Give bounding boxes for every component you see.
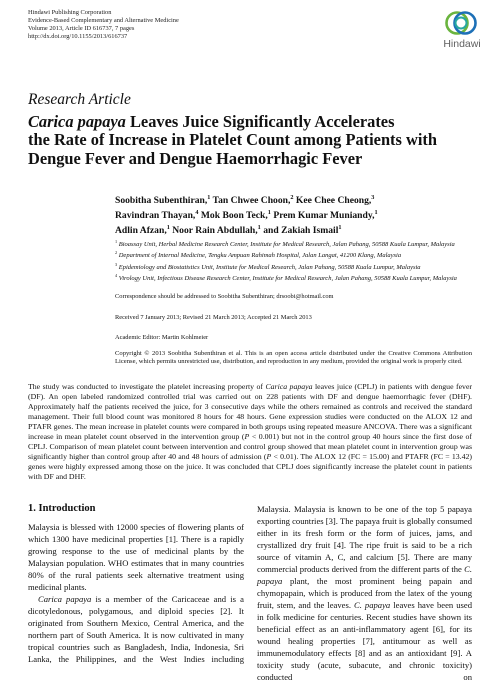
author xyxy=(115,210,198,221)
body-column-left xyxy=(28,521,244,665)
journal-header xyxy=(28,9,179,41)
affiliation xyxy=(115,239,457,251)
author-name: Ravindran Thayan, xyxy=(115,209,196,221)
text-run: leaves have been used in folk medicine for centuries. Recent studies have shown its beneficial effect as an anti-inflammatory agent [6], for its wound healing properties [7], antitumour as well as immunemodulatory effects [8] and as an antioxidant [9]. A toxicity study (acute, subacute, and chronic toxicity) conducted on xyxy=(257,600,473,682)
author-name: Prem Kumar Muniandy, xyxy=(273,209,375,221)
author xyxy=(296,195,375,206)
author-line xyxy=(115,193,378,208)
text-run: plant, the most prominent being papain and chymopapain, which is produced from the latex of the young fruit, stem, and the leaves. xyxy=(257,576,472,610)
section-heading-introduction: 1. Introduction xyxy=(28,503,96,514)
text-run: leaves juice (CPLJ) in patients with dengue fever (DF). An open labeled randomized controlled trial was carried out on 228 patients with DF and dengue haemorrhagic fever (DHF). Approximately half the patients received the juice, for 3 consecutive days while the others remained as controls and received the standard management. Their full blood count was monitored 8 hours for 48 hours. Gene expression studies were conducted on the ALOX 12 and PTAFR genes. The mean increase in platelet counts were compared in both groups using repeated measure ANCOVA. There was a significant increase in mean platelet count observed in the intervention group ( xyxy=(28,382,473,441)
logo-ring-teal-icon xyxy=(456,18,467,29)
author xyxy=(273,210,377,221)
paper-title xyxy=(28,113,437,169)
author xyxy=(213,195,294,206)
text-run: Malaysia. Malaysia is known to be one of the top 5 papaya exporting countries [3]. The papaya fruit is globally consumed either in its fresh form or the form of juices, jams, and crystallized dry fruit [4]. The ripe fruit is said to be a rich source of vitamin A, C, and calcium [5]. There are many commercial products derived from the different parts of the xyxy=(257,504,472,574)
text-run: is a member of the Caricaceae and is a dicotyledonous, polygamous, and diploid species [2]. It originated from Southern Mexico, Central America, and the northern part of South America. It is now cultivated in many tropical countries such as Bangladesh, India, Indonesia, Sri Lanka, the Philippines, and the West Indies including xyxy=(28,594,244,664)
text-run: < 0.01). The ALOX 12 (FC = 15.00) and PTAFR (FC = 13.42) genes were highly expressed among those on the juice. It was concluded that CPLJ does significantly increase the platelet count in patients with DF and DHF. xyxy=(28,452,473,481)
text-run: Dengue Fever and Dengue Haemorrhagic Fever xyxy=(28,148,363,168)
hindawi-logo-icon xyxy=(444,8,478,38)
affiliation-text: Bioassay Unit, Herbal Medicine Research Center, Institute for Medical Research, Jalan Pahang, 50588 Kuala Lumpur, Malaysia xyxy=(118,240,455,248)
affiliation-marker: 1 xyxy=(267,208,271,216)
author-name: Mok Boon Teck, xyxy=(200,209,268,221)
body-column-right xyxy=(257,503,472,683)
author xyxy=(201,210,271,221)
affiliation xyxy=(115,273,457,285)
affiliation-number: 2 xyxy=(115,249,118,255)
abstract xyxy=(28,382,472,482)
affiliation-list xyxy=(115,239,457,285)
title-line xyxy=(28,131,437,150)
text-run: The study was conducted to investigate the platelet increasing property of xyxy=(28,382,266,391)
body-paragraph xyxy=(257,503,472,683)
affiliation-text: Epidemiology and Biostatistics Unit, Institute for Medical Research, Jalan Pahang, 50588 Kuala Lumpur, Malaysia xyxy=(118,263,421,271)
affiliation-marker: 4 xyxy=(195,208,199,216)
author-name: Adlin Afzan, xyxy=(115,224,167,236)
article-type: Research Article xyxy=(28,91,131,108)
author-name: Soobitha Subenthiran, xyxy=(115,194,208,206)
text-run: < 0.001) but not in the control group 40 hours since the first dose of CPLJ. Comparison of mean platelet count between intervention and control group showed that mean platelet count in intervention group was significantly higher than control group after 40 and 48 hours of admission ( xyxy=(28,432,472,461)
italic-text: Carica papaya xyxy=(28,111,126,131)
volume-info: Volume 2013, Article ID 616737, 7 pages xyxy=(28,25,135,32)
affiliation-marker: 1 xyxy=(257,223,261,231)
affiliation-marker: 1 xyxy=(374,208,378,216)
author-name: Noor Rain Abdullah, xyxy=(172,224,258,236)
italic-text: P xyxy=(266,452,272,461)
body-paragraph xyxy=(28,593,244,665)
correspondence-email-link[interactable]: drsoobi@hotmail.com xyxy=(276,293,334,300)
body-paragraph xyxy=(28,521,244,593)
author xyxy=(115,195,210,206)
author-name: Zakiah Ismail xyxy=(281,224,339,236)
author xyxy=(172,225,261,236)
author-list xyxy=(115,193,378,238)
author-line xyxy=(115,223,378,238)
title-line xyxy=(28,150,437,169)
academic-editor: Academic Editor: Martin Kohlmeier xyxy=(115,334,209,341)
italic-text: P xyxy=(244,432,250,441)
affiliation-number: 1 xyxy=(115,238,118,244)
affiliation-text: Virology Unit, Infectious Disease Research Center, Institute for Medical Research, Jalan Pahang, 50588 Kuala Lumpur, Malaysia xyxy=(118,275,457,282)
logo-wordmark: Hindawi xyxy=(443,38,481,50)
author-line xyxy=(115,208,378,223)
affiliation-marker: 3 xyxy=(371,193,375,201)
affiliation-marker: 1 xyxy=(207,193,211,201)
correspondence-text: Correspondence should be addressed to Soobitha Subenthiran; xyxy=(115,293,277,300)
text-run: Malaysia is blessed with 12000 species of flowering plants of which 1300 have medicinal properties [1]. There is a rapidly growing response to the use of medicinal plants by the Malaysian population. WHO estimates that in many countries 80% of the rural patients seek alternative treatment using medicinal plants. xyxy=(28,522,244,592)
publication-dates: Received 7 January 2013; Revised 21 March 2013; Accepted 21 March 2013 xyxy=(115,314,312,321)
affiliation-marker: 1 xyxy=(166,223,170,231)
correspondence xyxy=(115,293,334,301)
title-line xyxy=(28,113,437,132)
author-name: Tan Chwee Choon, xyxy=(212,194,291,206)
text-run: the Rate of Increase in Platelet Count among Patients with xyxy=(28,130,437,149)
publisher-name: Hindawi Publishing Corporation xyxy=(28,9,112,16)
affiliation-number: 3 xyxy=(115,261,118,267)
italic-text: Carica papaya xyxy=(38,594,92,604)
author-conjunction: and xyxy=(263,224,279,236)
affiliation-number: 4 xyxy=(115,272,118,278)
journal-name: Evidence-Based Complementary and Alternative Medicine xyxy=(28,17,179,24)
author-name: Kee Chee Cheong, xyxy=(295,194,372,206)
affiliation-marker: 2 xyxy=(290,193,294,201)
affiliation-marker: 1 xyxy=(338,223,342,231)
copyright-notice: Copyright © 2013 Soobitha Subenthiran et al. This is an open access article distributed under the Creative Commons Attribution License, which permits unrestricted use, distribution, and reproduction in any medium, provided the original work is properly cited. xyxy=(115,350,472,366)
text-run: Leaves Juice Significantly Accelerates xyxy=(125,111,395,131)
affiliation xyxy=(115,262,457,274)
author xyxy=(115,225,170,236)
italic-text: C. papaya xyxy=(257,564,472,586)
italic-text: C. papaya xyxy=(354,600,391,610)
italic-text: Carica papaya xyxy=(265,382,313,391)
author xyxy=(281,225,341,236)
doi-link[interactable]: http://dx.doi.org/10.1155/2013/616737 xyxy=(28,33,128,40)
affiliation xyxy=(115,250,457,262)
affiliation-text: Department of Internal Medicine, Tengku Ampuan Rahimah Hospital, Jalan Langat, 41200 Klang, Malaysia xyxy=(118,252,402,259)
